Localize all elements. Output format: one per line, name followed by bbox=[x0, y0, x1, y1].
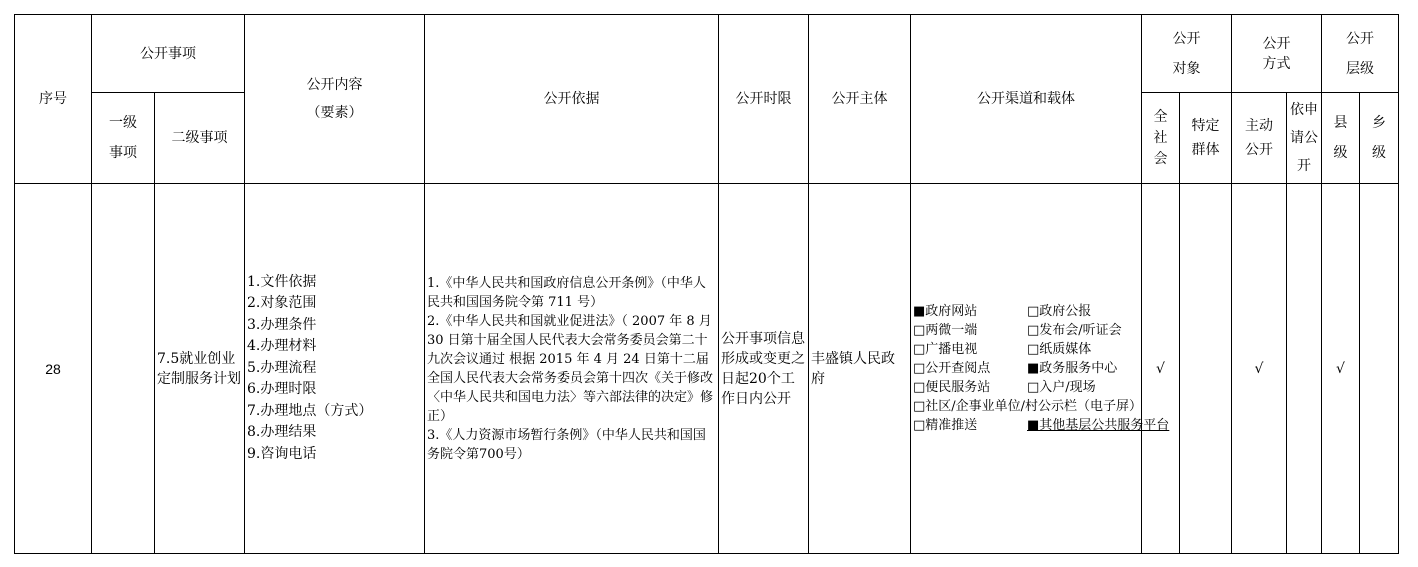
channel-public-reading: □公开查阅点 bbox=[913, 361, 991, 376]
row-level2: 7.5就业创业定制服务计划 bbox=[155, 184, 245, 554]
header-county-line2: 级 bbox=[1333, 145, 1348, 161]
header-method bbox=[1232, 15, 1322, 93]
header-active-line1: 主动 bbox=[1245, 118, 1273, 134]
header-tier-line1: 公开 bbox=[1346, 30, 1374, 47]
header-target-line2: 对象 bbox=[1172, 60, 1201, 77]
row-content bbox=[245, 184, 425, 554]
content-list bbox=[247, 272, 422, 466]
header-specific-group-line1: 特定 bbox=[1191, 118, 1220, 134]
header-target-line1: 公开 bbox=[1172, 30, 1201, 47]
header-active-line2: 公开 bbox=[1245, 142, 1273, 158]
header-township-line1: 乡 bbox=[1372, 115, 1386, 131]
content-item: 3.办理条件 bbox=[247, 316, 317, 333]
header-method-line1: 公开 bbox=[1262, 35, 1291, 52]
content-item: 8.办理结果 bbox=[247, 424, 317, 441]
header-matter: 公开事项 bbox=[92, 15, 245, 93]
row-subject: 丰盛镇人民政府 bbox=[809, 184, 911, 554]
header-level2: 二级事项 bbox=[155, 93, 245, 184]
header-on-request-line2: 请公 bbox=[1290, 130, 1318, 146]
header-on-request-line3: 开 bbox=[1297, 158, 1311, 174]
content-item: 4.办理材料 bbox=[247, 338, 317, 355]
header-basis: 公开依据 bbox=[425, 15, 719, 184]
row-active: √ bbox=[1232, 184, 1287, 554]
row-level1 bbox=[92, 184, 155, 554]
header-tier-line2: 层级 bbox=[1346, 60, 1374, 77]
header-seq: 序号 bbox=[15, 15, 92, 184]
row-time-limit: 公开事项信息形成或变更之日起20个工作日内公开 bbox=[719, 184, 809, 554]
header-on-request bbox=[1287, 93, 1322, 184]
header-all-society-line3: 会 bbox=[1153, 150, 1168, 167]
content-item: 6.办理时限 bbox=[247, 381, 317, 398]
channel-grid bbox=[913, 302, 1170, 435]
channel-gov-website: ■政府网站 bbox=[913, 304, 978, 319]
header-content-line2: （要素） bbox=[306, 105, 363, 121]
row-specific-group bbox=[1180, 184, 1232, 554]
header-channel: 公开渠道和载体 bbox=[911, 15, 1142, 184]
disclosure-table bbox=[14, 14, 1399, 554]
header-on-request-line1: 依申 bbox=[1290, 102, 1318, 118]
header-content bbox=[245, 15, 425, 184]
channel-gov-gazette: □政府公报 bbox=[1027, 304, 1092, 319]
header-tier bbox=[1322, 15, 1399, 93]
channel-paper-media: □纸质媒体 bbox=[1027, 342, 1092, 357]
header-active bbox=[1232, 93, 1287, 184]
channel-radio-tv: □广播电视 bbox=[913, 342, 978, 357]
basis-item-3: 3.《人力资源市场暂行条例》（中华人民共和国国务院令第700号） bbox=[427, 427, 706, 462]
header-all-society bbox=[1142, 93, 1180, 184]
channel-service-center: ■政务服务中心 bbox=[1027, 361, 1118, 376]
header-county bbox=[1322, 93, 1360, 184]
content-item: 1.文件依据 bbox=[247, 273, 317, 290]
header-all-society-line2: 社 bbox=[1153, 129, 1168, 146]
channel-bulletin: □社区/企事业单位/村公示栏（电子屏） bbox=[913, 399, 1143, 414]
content-item: 9.咨询电话 bbox=[247, 445, 317, 462]
header-time-limit: 公开时限 bbox=[719, 15, 809, 184]
row-county: √ bbox=[1322, 184, 1360, 554]
header-all-society-line1: 全 bbox=[1153, 108, 1168, 125]
header-method-line2: 方式 bbox=[1262, 55, 1291, 72]
header-level1 bbox=[92, 93, 155, 184]
header-level1-line2: 事项 bbox=[109, 145, 137, 161]
channel-two-micro: □两微一端 bbox=[913, 323, 978, 338]
header-township-line2: 级 bbox=[1372, 145, 1386, 161]
header-specific-group bbox=[1180, 93, 1232, 184]
header-level1-line1: 一级 bbox=[109, 115, 137, 131]
row-township bbox=[1360, 184, 1399, 554]
content-item: 2.对象范围 bbox=[247, 295, 317, 312]
channel-press-conf: □发布会/听证会 bbox=[1027, 323, 1122, 338]
header-specific-group-line2: 群体 bbox=[1191, 142, 1220, 158]
row-basis bbox=[425, 184, 719, 554]
content-item: 5.办理流程 bbox=[247, 359, 317, 376]
header-township bbox=[1360, 93, 1399, 184]
content-item: 7.办理地点（方式） bbox=[247, 402, 373, 419]
row-on-request bbox=[1287, 184, 1322, 554]
row-seq: 28 bbox=[15, 184, 92, 554]
basis-item-1: 1.《中华人民共和国政府信息公开条例》（中华人民共和国国务院令第 711 号） bbox=[427, 275, 706, 310]
basis-item-2: 2.《中华人民共和国就业促进法》（ 2007 年 8 月 30 日第十届全国人民代表大会常务委员会第二十九次会议通过 根据 2015 年 4 月 24 日第十二届全国人民代表大会常务委员会第十四次《关于修改〈中华人民共和国电力法〉等六部法律的决定》修正） bbox=[427, 313, 714, 424]
header-content-line1: 公开内容 bbox=[306, 77, 363, 93]
channel-convenience: □便民服务站 bbox=[913, 380, 991, 395]
channel-precise-push: □精准推送 bbox=[913, 418, 978, 433]
header-subject: 公开主体 bbox=[809, 15, 911, 184]
header-target bbox=[1142, 15, 1232, 93]
row-channels bbox=[911, 184, 1170, 554]
header-county-line1: 县 bbox=[1333, 115, 1348, 131]
channel-household: □入户/现场 bbox=[1027, 380, 1096, 395]
row-all-society: √ bbox=[1142, 184, 1180, 554]
channel-other-platform: ■其他基层公共服务平台 bbox=[1027, 418, 1170, 433]
